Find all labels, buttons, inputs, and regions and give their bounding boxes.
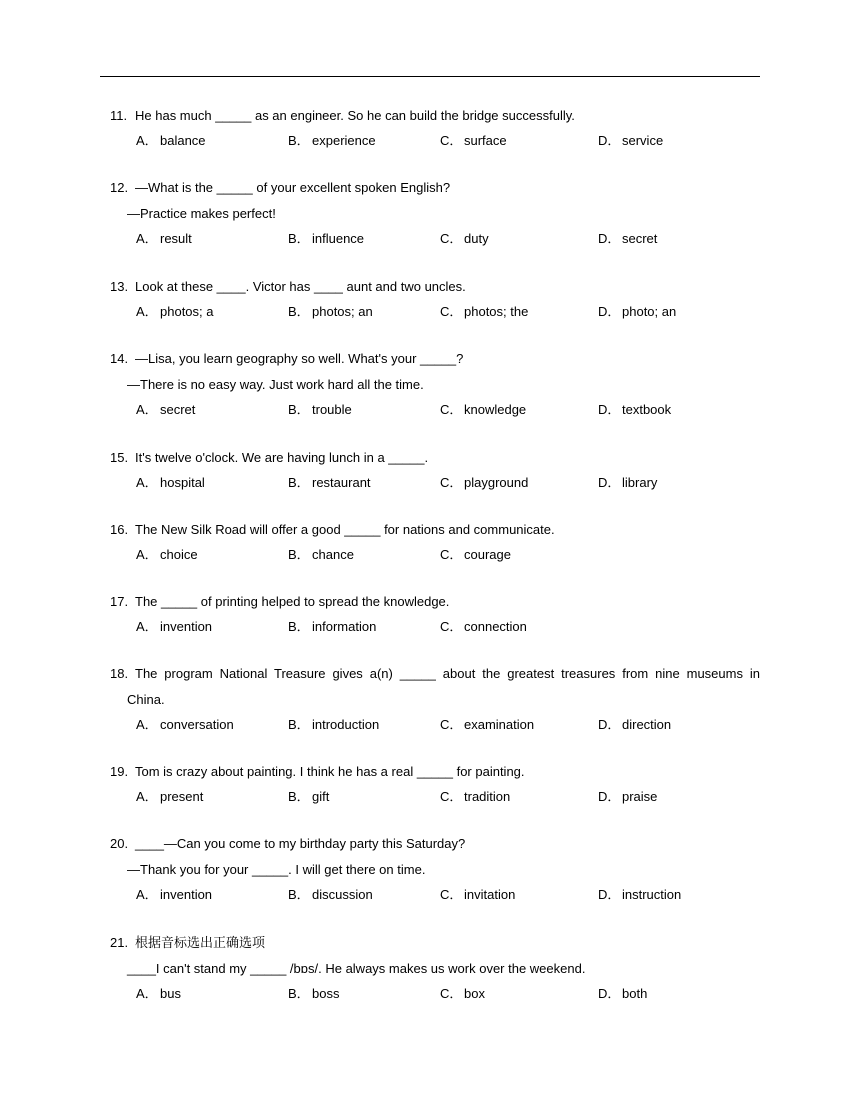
option-text: photos; a [160, 304, 214, 319]
question-stem [110, 661, 760, 687]
option-text: praise [622, 789, 658, 804]
answer-options [110, 543, 760, 567]
option-text: invention [160, 887, 213, 902]
option-text: courage [464, 547, 511, 562]
option-letter: B． [288, 402, 310, 417]
option-letter: D． [598, 986, 621, 1001]
question-18 [110, 661, 760, 737]
question-number: 21. [110, 935, 129, 950]
option-text: photos; an [312, 304, 373, 319]
option-letter: C． [440, 133, 463, 148]
question-number: 13. [110, 279, 129, 294]
question-number: 17. [110, 594, 129, 609]
answer-option-b[interactable] [288, 471, 371, 495]
answer-option-b[interactable] [288, 982, 339, 1006]
option-letter: D． [598, 887, 621, 902]
question-text: The _____ of printing helped to spread the knowledge. [135, 594, 450, 609]
answer-option-c[interactable] [440, 982, 485, 1006]
option-letter: A． [136, 133, 158, 148]
answer-options [110, 227, 760, 251]
option-letter: C． [440, 789, 463, 804]
answer-option-d[interactable] [598, 398, 671, 422]
option-text: invitation [464, 887, 516, 902]
answer-options [110, 471, 760, 495]
question-number: 12. [110, 180, 129, 195]
option-letter: A． [136, 547, 158, 562]
answer-option-d[interactable] [598, 300, 676, 324]
option-text: conversation [160, 717, 234, 732]
option-text: photos; the [464, 304, 529, 319]
option-text: gift [312, 789, 330, 804]
question-text: —Practice makes perfect! [127, 206, 276, 221]
question-stem [110, 930, 760, 956]
option-letter: A． [136, 887, 158, 902]
answer-option-d[interactable] [598, 982, 647, 1006]
answer-option-a[interactable] [136, 471, 205, 495]
answer-option-c[interactable] [440, 713, 534, 737]
answer-option-c[interactable] [440, 615, 527, 639]
option-letter: B． [288, 475, 310, 490]
option-text: surface [464, 133, 507, 148]
option-text: present [160, 789, 204, 804]
answer-option-b[interactable] [288, 398, 352, 422]
question-number: 14. [110, 351, 129, 366]
question-19 [110, 759, 760, 809]
option-letter: B． [288, 547, 310, 562]
answer-option-a[interactable] [136, 883, 212, 907]
option-letter: D． [598, 231, 621, 246]
option-letter: D． [598, 789, 621, 804]
option-text: duty [464, 231, 489, 246]
option-text: introduction [312, 717, 380, 732]
answer-options [110, 785, 760, 809]
answer-option-b[interactable] [288, 129, 376, 153]
option-text: library [622, 475, 658, 490]
option-text: hospital [160, 475, 205, 490]
option-text: information [312, 619, 377, 634]
option-letter: B． [288, 619, 310, 634]
answer-option-b[interactable] [288, 543, 354, 567]
question-number: 18. [110, 666, 129, 681]
answer-option-a[interactable] [136, 398, 195, 422]
answer-option-b[interactable] [288, 615, 376, 639]
answer-options [110, 982, 760, 1006]
question-12 [110, 175, 760, 251]
question-stem [110, 589, 760, 615]
option-text: box [464, 986, 485, 1001]
header-rule [100, 76, 760, 77]
answer-option-b[interactable] [288, 785, 329, 809]
option-text: boss [312, 986, 340, 1001]
question-number: 16. [110, 522, 129, 537]
answer-option-d[interactable] [598, 883, 681, 907]
answer-options [110, 300, 760, 324]
question-21 [110, 930, 760, 1006]
question-stem-continued [110, 372, 760, 398]
option-letter: D． [598, 475, 621, 490]
question-number: 20. [110, 836, 129, 851]
option-letter: A． [136, 304, 158, 319]
answer-option-d[interactable] [598, 129, 663, 153]
question-text: ____—Can you come to my birthday party this Saturday? [135, 836, 466, 851]
option-text: choice [160, 547, 198, 562]
option-text: secret [160, 402, 196, 417]
answer-options [110, 615, 760, 639]
question-text: —Lisa, you learn geography so well. What's your _____? [135, 351, 464, 366]
question-number: 15. [110, 450, 129, 465]
option-letter: A． [136, 789, 158, 804]
answer-options [110, 713, 760, 737]
answer-option-d[interactable] [598, 713, 671, 737]
answer-option-c[interactable] [440, 398, 526, 422]
question-stem [110, 517, 760, 543]
option-letter: C． [440, 619, 463, 634]
question-14 [110, 346, 760, 422]
answer-option-d[interactable] [598, 227, 657, 251]
question-text: The program National Treasure gives a(n) _____ about the greatest treasures from nine museums in [135, 666, 760, 681]
option-letter: B． [288, 304, 310, 319]
answer-option-b[interactable] [288, 713, 379, 737]
answer-option-b[interactable] [288, 300, 373, 324]
answer-option-d[interactable] [598, 785, 657, 809]
question-13 [110, 274, 760, 324]
question-text: 根据音标选出正确选项 [135, 936, 266, 951]
answer-option-c[interactable] [440, 543, 511, 567]
answer-option-a[interactable] [136, 300, 214, 324]
answer-option-c[interactable] [440, 227, 489, 251]
option-letter: C． [440, 717, 463, 732]
option-text: chance [312, 547, 354, 562]
option-letter: B． [288, 887, 310, 902]
option-letter: A． [136, 986, 158, 1001]
option-text: playground [464, 475, 529, 490]
option-text: bus [160, 986, 181, 1001]
option-text: both [622, 986, 648, 1001]
option-letter: D． [598, 133, 621, 148]
question-stem [110, 274, 760, 300]
option-letter: C． [440, 475, 463, 490]
answer-option-a[interactable] [136, 227, 192, 251]
option-letter: B． [288, 133, 310, 148]
option-text: secret [622, 231, 658, 246]
answer-option-a[interactable] [136, 713, 234, 737]
option-letter: A． [136, 717, 158, 732]
option-text: balance [160, 133, 206, 148]
option-letter: C． [440, 986, 463, 1001]
answer-option-c[interactable] [440, 471, 528, 495]
question-text: —What is the _____ of your excellent spoken English? [135, 180, 451, 195]
answer-option-c[interactable] [440, 785, 510, 809]
option-text: textbook [622, 402, 672, 417]
option-text: connection [464, 619, 527, 634]
option-text: direction [622, 717, 672, 732]
question-stem-continued [110, 956, 760, 982]
question-stem [110, 759, 760, 785]
question-stem [110, 445, 760, 471]
answer-option-a[interactable] [136, 615, 212, 639]
answer-option-a[interactable] [136, 785, 203, 809]
answer-option-c[interactable] [440, 129, 507, 153]
answer-options [110, 883, 760, 907]
answer-option-c[interactable] [440, 883, 515, 907]
question-stem-continued [110, 857, 760, 883]
option-text: discussion [312, 887, 373, 902]
answer-option-a[interactable] [136, 129, 206, 153]
option-letter: C． [440, 304, 463, 319]
option-text: examination [464, 717, 535, 732]
option-letter: C． [440, 547, 463, 562]
question-text: He has much _____ as an engineer. So he can build the bridge successfully. [135, 108, 575, 123]
option-letter: C． [440, 887, 463, 902]
option-text: influence [312, 231, 365, 246]
answer-option-a[interactable] [136, 982, 181, 1006]
option-letter: D． [598, 717, 621, 732]
question-stem [110, 831, 760, 857]
option-text: instruction [622, 887, 682, 902]
question-stem [110, 175, 760, 201]
question-text: Look at these ____. Victor has ____ aunt and two uncles. [135, 279, 466, 294]
option-letter: B． [288, 986, 310, 1001]
option-letter: D． [598, 304, 621, 319]
option-letter: C． [440, 402, 463, 417]
question-text: ____I can't stand my _____ /bɒs/. He always makes us work over the weekend. [127, 961, 586, 976]
question-text: —There is no easy way. Just work hard all the time. [127, 377, 424, 392]
question-text: Tom is crazy about painting. I think he has a real _____ for painting. [135, 764, 525, 779]
question-16 [110, 517, 760, 567]
question-text: The New Silk Road will offer a good _____ for nations and communicate. [135, 522, 555, 537]
option-letter: B． [288, 231, 310, 246]
option-letter: D． [598, 402, 621, 417]
option-text: photo; an [622, 304, 677, 319]
option-letter: B． [288, 789, 310, 804]
answer-option-c[interactable] [440, 300, 528, 324]
question-15 [110, 445, 760, 495]
option-text: experience [312, 133, 376, 148]
question-20 [110, 831, 760, 907]
answer-options [110, 398, 760, 422]
option-text: restaurant [312, 475, 371, 490]
answer-options [110, 129, 760, 153]
question-text: It's twelve o'clock. We are having lunch in a _____. [135, 450, 429, 465]
option-text: result [160, 231, 192, 246]
answer-option-b[interactable] [288, 227, 364, 251]
option-text: service [622, 133, 664, 148]
question-stem [110, 103, 760, 129]
answer-option-b[interactable] [288, 883, 373, 907]
question-stem [110, 346, 760, 372]
option-letter: C． [440, 231, 463, 246]
option-text: invention [160, 619, 213, 634]
question-17 [110, 589, 760, 639]
answer-option-a[interactable] [136, 543, 198, 567]
answer-option-d[interactable] [598, 471, 657, 495]
option-letter: B． [288, 717, 310, 732]
question-stem-continued [110, 687, 760, 713]
question-number: 11. [110, 108, 128, 123]
question-stem-continued [110, 201, 760, 227]
question-text: —Thank you for your _____. I will get there on time. [127, 862, 426, 877]
option-letter: A． [136, 475, 158, 490]
option-letter: A． [136, 402, 158, 417]
option-letter: A． [136, 619, 158, 634]
option-text: tradition [464, 789, 511, 804]
question-11 [110, 103, 760, 153]
question-number: 19. [110, 764, 129, 779]
question-text: China. [127, 692, 165, 707]
option-letter: A． [136, 231, 158, 246]
option-text: trouble [312, 402, 352, 417]
option-text: knowledge [464, 402, 527, 417]
